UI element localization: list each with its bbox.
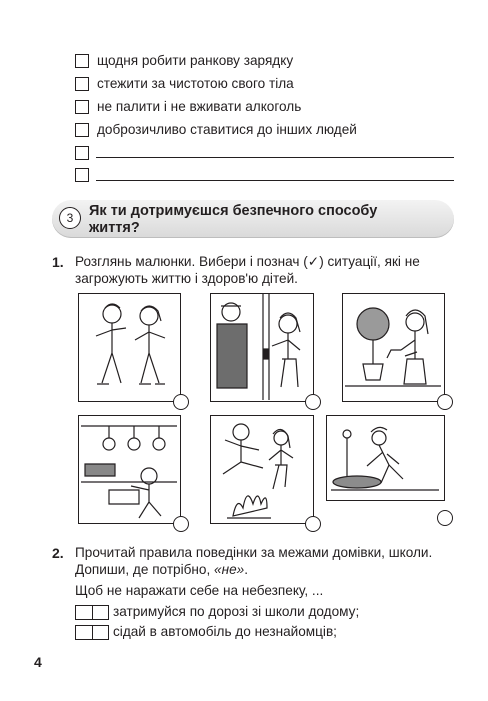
- answer-circle-4[interactable]: [173, 516, 189, 532]
- rule-text-1: затримуйся по дорозі зі школи додому;: [113, 604, 360, 619]
- answer-circle-2[interactable]: [305, 394, 321, 410]
- stranger-at-door-illustration: [211, 294, 312, 400]
- answer-circle-6[interactable]: [437, 510, 453, 526]
- answer-circle-1[interactable]: [173, 394, 189, 410]
- answer-circle-5[interactable]: [305, 516, 321, 532]
- boy-near-stove-illustration: [79, 416, 179, 522]
- jumping-over-fire-illustration: [211, 416, 312, 522]
- answer-circle-3[interactable]: [437, 394, 453, 410]
- task-1-line1: Розглянь малюнки. Вибери і познач (✓) ситуації, які не: [75, 254, 420, 269]
- picture-exercising-children: [78, 293, 181, 402]
- task-1-number: 1.: [52, 254, 64, 270]
- task-2-line2-prefix: Допиши, де потрібно,: [75, 561, 215, 577]
- task-2-intro: Щоб не наражати себе на небезпеку, ...: [75, 583, 324, 598]
- task-2-line1: Прочитай правила поведінки за межами домівки, школи.: [75, 545, 433, 560]
- checkbox-no-smoking-alcohol[interactable]: [75, 100, 89, 114]
- section-number: 3: [59, 207, 81, 229]
- checkbox-morning-exercise[interactable]: [75, 54, 89, 68]
- checkbox-body-hygiene[interactable]: [75, 77, 89, 91]
- task-2-emphasis: «не»: [214, 561, 245, 577]
- section-title-line1: Як ти дотримуєшся безпечного способу: [89, 203, 378, 219]
- rule-text-2: сідай в автомобіль до незнайомців;: [113, 624, 337, 639]
- task-1-line2: загрожують життю і здоров'ю дітей.: [75, 270, 298, 286]
- rule-answer-box-1[interactable]: [75, 605, 109, 620]
- picture-girl-gardening: [326, 415, 445, 501]
- blank-answer-line[interactable]: [96, 157, 454, 158]
- checkbox-blank-1[interactable]: [75, 146, 89, 160]
- checklist-item-label: стежити за чистотою свого тіла: [97, 76, 294, 91]
- task-2-line2-suffix: .: [244, 561, 248, 577]
- checkbox-kindness[interactable]: [75, 123, 89, 137]
- picture-stranger-at-door: [210, 293, 314, 402]
- watering-plant-illustration: [343, 294, 443, 400]
- checklist-item-label: не палити і не вживати алкоголь: [97, 99, 302, 114]
- task-1-instruction: [75, 254, 420, 287]
- exercising-children-illustration: [79, 294, 179, 400]
- picture-boy-near-stove: [78, 415, 181, 524]
- checklist-item-label: доброзичливо ставитися до інших людей: [97, 122, 357, 137]
- page-number: 4: [34, 654, 42, 670]
- checklist-item-label: щодня робити ранкову зарядку: [97, 53, 294, 68]
- task-2-instruction: [75, 545, 432, 578]
- girl-gardening-illustration: [327, 416, 443, 499]
- task-2-number: 2.: [52, 545, 64, 561]
- section-title-line2: життя?: [89, 220, 140, 236]
- task-2-line2: [75, 562, 432, 579]
- rule-answer-box-2[interactable]: [75, 625, 109, 640]
- picture-jumping-over-fire: [210, 415, 314, 524]
- checkbox-blank-2[interactable]: [75, 168, 89, 182]
- picture-watering-plant: [342, 293, 445, 402]
- blank-answer-line[interactable]: [96, 180, 454, 181]
- section-title: [89, 203, 377, 237]
